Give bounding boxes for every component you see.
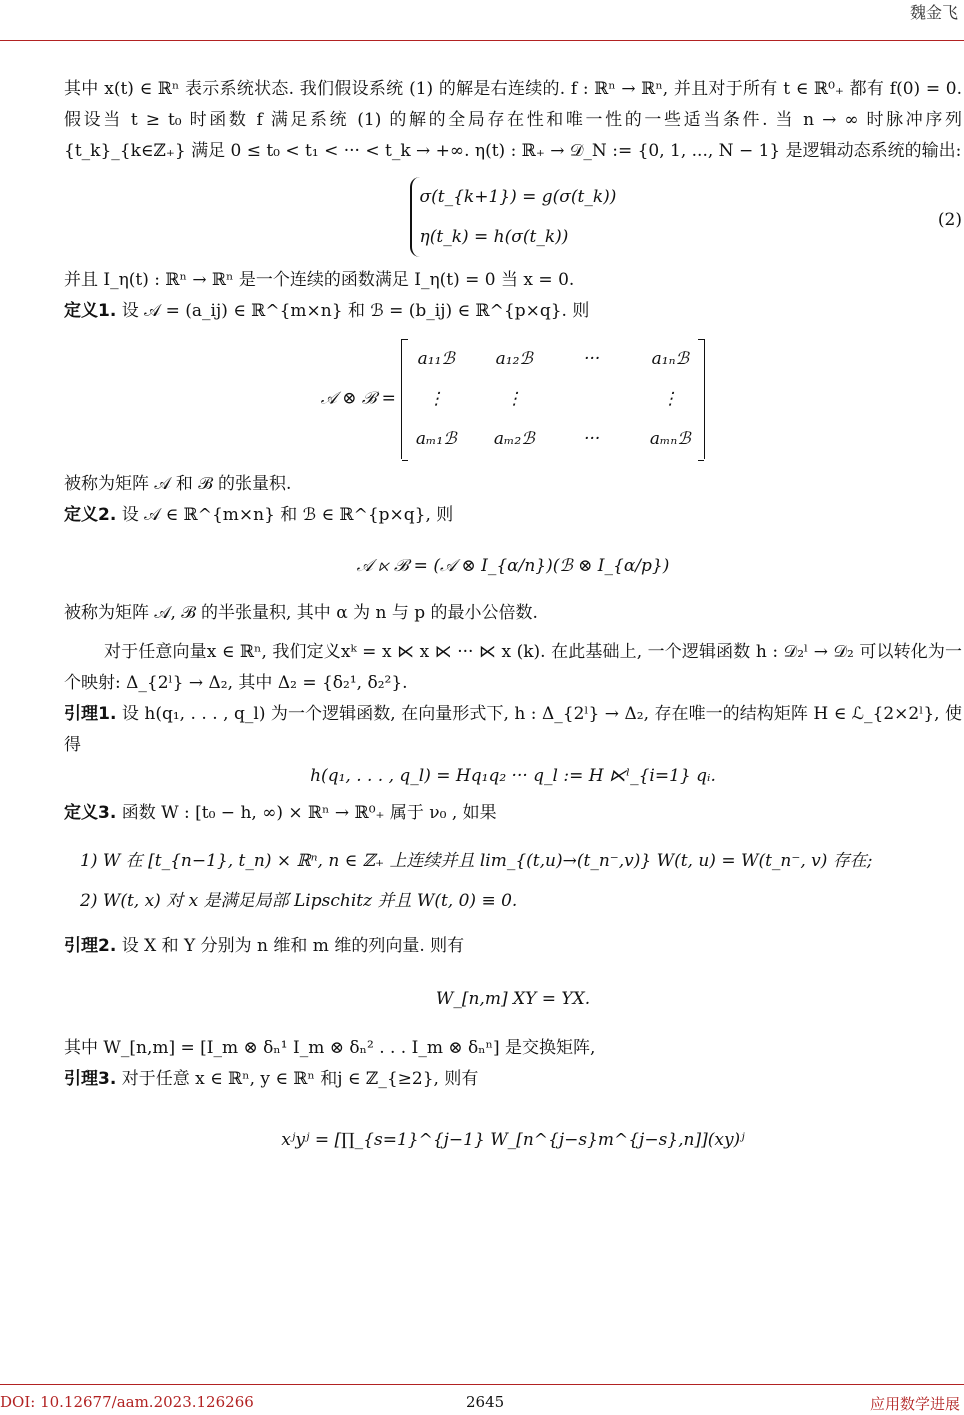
journal-name: 应用数学进展 xyxy=(869,1395,960,1413)
page-header xyxy=(0,0,964,41)
matrix-cell: ⋮ xyxy=(661,389,679,409)
lemma-2 xyxy=(64,931,962,962)
semi-tensor-note: 被称为矩阵 𝒜, ℬ 的半张量积, 其中 α 为 n 与 p 的最小公倍数. xyxy=(64,603,538,623)
definition-text: 函数 W : [t₀ − h, ∞) × ℝⁿ → ℝ⁰₊ 属于 ν₀ , 如果 xyxy=(121,803,497,823)
matrix-cell: ··· xyxy=(584,349,601,369)
definition-3-conditions xyxy=(64,841,962,921)
page-number: 2645 xyxy=(466,1393,505,1411)
page-footer xyxy=(0,1384,964,1415)
swap-matrix-equation: W_[n,m] XY = YX. xyxy=(435,989,591,1009)
matrix-cell: aₘ₂ℬ xyxy=(493,429,535,449)
matrix-cell xyxy=(564,379,620,419)
lemma-text: 设 X 和 Y 分别为 n 维和 m 维的列向量. 则有 xyxy=(121,936,465,956)
matrix-cell: ⋮ xyxy=(505,389,523,409)
definition-text: 设 𝒜 ∈ ℝ^{m×n} 和 ℬ ∈ ℝ^{p×q}, 则 xyxy=(121,505,454,525)
lemma-1 xyxy=(64,699,962,761)
lemma-label: 引理1. xyxy=(64,704,117,724)
system-description-paragraph: 其中 x(t) ∈ ℝⁿ 表示系统状态. 我们假设系统 (1) 的解是右连续的. f : ℝⁿ → ℝⁿ, 并且对于所有 t ∈ ℝ⁰₊ 都有 f(0) = 0. 假设当 t ≥ t₀ 时函数 f 满足系统 (1) 的解的全局存在性和唯一性的一些适当条件. 当 n → ∞ 时脉冲序列 {t_k}_{k∈ℤ₊} 满足 0 ≤ t₀ < t₁ < ··· < t_k → +∞. η(t) : ℝ₊ → 𝒟_N := {0, 1, ..., N − 1} 是逻辑动态系统的输出: xyxy=(64,79,962,161)
impulse-function-paragraph: 并且 I_η(t) : ℝⁿ → ℝⁿ 是一个连续的函数满足 I_η(t) = 0 当 x = 0. xyxy=(64,270,575,290)
equation-number: (2) xyxy=(937,210,962,230)
lemma-text: 设 h(q₁, . . . , q_l) 为一个逻辑函数, 在向量形式下, h : Δ_{2ˡ} → Δ₂, 存在唯一的结构矩阵 H ∈ ℒ_{2×2ˡ}, 使得 xyxy=(64,704,962,755)
condition-item: 2) W(t, x) 对 x 是满足局部 Lipschitz 并且 W(t, 0) ≡ 0. xyxy=(80,891,518,911)
matrix-cell: ⋮ xyxy=(427,389,445,409)
kron-lhs: 𝒜 ⊗ ℬ = xyxy=(320,388,396,409)
lemma-3 xyxy=(64,1064,962,1095)
definition-label: 定义2. xyxy=(64,505,117,525)
eq2-line2: η(t_k) = h(σ(t_k)) xyxy=(419,227,569,247)
definition-2 xyxy=(64,500,962,531)
tensor-product-note: 被称为矩阵 𝒜 和 ℬ 的张量积. xyxy=(64,474,292,494)
paper-body xyxy=(64,74,962,1156)
eq2-line1: σ(t_{k+1}) = g(σ(t_k)) xyxy=(419,187,617,207)
definition-text: 设 𝒜 = (a_ij) ∈ ℝ^{m×n} 和 ℬ = (b_ij) ∈ ℝ^{p×q}. 则 xyxy=(121,301,590,321)
swap-matrix-note: 其中 W_[n,m] = [I_m ⊗ δₙ¹ I_m ⊗ δₙ² . . . I_m ⊗ δₙⁿ] 是交换矩阵, xyxy=(64,1038,596,1058)
definition-label: 定义1. xyxy=(64,301,117,321)
matrix-cell: aₘₙℬ xyxy=(649,429,691,449)
equation-2 xyxy=(64,177,962,257)
doi-link[interactable]: DOI: 10.12677/aam.2023.126266 xyxy=(0,1393,254,1411)
definition-3 xyxy=(64,798,962,829)
matrix-cell: a₁ₙℬ xyxy=(651,349,689,369)
matrix-cell: a₁₂ℬ xyxy=(495,349,533,369)
structure-matrix-equation: h(q₁, . . . , q_l) = Hq₁q₂ ··· q_l := H ⋉ˡ_{i=1} qᵢ. xyxy=(310,766,716,786)
matrix-cell: ··· xyxy=(584,429,601,449)
lemma-label: 引理3. xyxy=(64,1069,117,1089)
power-product-equation: xʲyʲ = [∏_{s=1}^{j−1} W_[n^{j−s}m^{j−s},n]](xy)ʲ xyxy=(281,1130,745,1150)
matrix-row xyxy=(408,419,698,459)
semi-tensor-equation: 𝒜 ⋉ ℬ = (𝒜 ⊗ I_{α/n})(ℬ ⊗ I_{α/p}) xyxy=(356,556,670,576)
definition-label: 定义3. xyxy=(64,803,117,823)
lemma-text: 对于任意 x ∈ ℝⁿ, y ∈ ℝⁿ 和j ∈ ℤ_{≥2}, 则有 xyxy=(121,1069,479,1089)
logic-function-paragraph: 对于任意向量x ∈ ℝⁿ, 我们定义xᵏ = x ⋉ x ⋉ ··· ⋉ x (k). 在此基础上, 一个逻辑函数 h : 𝒟₂ˡ → 𝒟₂ 可以转化为一个映射: Δ_{2ˡ} → Δ₂, 其中 Δ₂ = {δ₂¹, δ₂²}. xyxy=(64,642,962,693)
matrix-cell: a₁₁ℬ xyxy=(417,349,455,369)
kronecker-product-equation xyxy=(64,339,962,459)
matrix-cell: aₘ₁ℬ xyxy=(415,429,457,449)
case-system xyxy=(410,177,617,257)
lemma-label: 引理2. xyxy=(64,936,117,956)
matrix-row xyxy=(408,339,698,379)
kronecker-matrix xyxy=(401,339,705,459)
definition-1 xyxy=(64,296,962,327)
author-name: 魏金飞 xyxy=(909,3,958,22)
matrix-row xyxy=(408,379,698,419)
condition-item: 1) W 在 [t_{n−1}, t_n) × ℝⁿ, n ∈ ℤ₊ 上连续并且 lim_{(t,u)→(t_n⁻,v)} W(t, u) = W(t_n⁻, v) 存在; xyxy=(80,851,873,871)
